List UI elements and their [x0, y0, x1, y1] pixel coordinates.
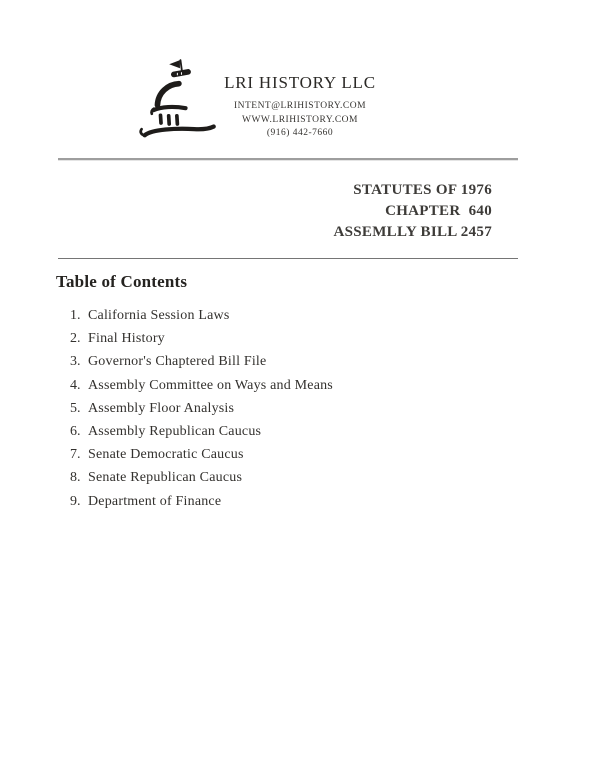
- toc-item: [70, 466, 333, 489]
- chapter-line: CHAPTER 640: [385, 203, 492, 219]
- company-website: WWW.LRIHISTORY.COM: [242, 114, 358, 125]
- toc-item: [70, 327, 333, 350]
- toc-list: [70, 304, 333, 513]
- toc-item: [70, 350, 333, 373]
- toc-item: [70, 420, 333, 443]
- statutes-line: STATUTES OF 1976: [353, 182, 492, 198]
- toc-item-number: 6.: [70, 423, 81, 439]
- letterhead-divider: [58, 158, 518, 161]
- toc-item-label: Final History: [88, 331, 165, 347]
- company-phone: (916) 442-7660: [266, 128, 334, 138]
- bill-line: ASSEMLLY BILL 2457: [333, 224, 492, 240]
- toc-item-label: Assembly Floor Analysis: [88, 400, 235, 416]
- toc-item-number: 8.: [70, 470, 81, 486]
- letterhead: [0, 73, 600, 141]
- toc-item-label: California Session Laws: [88, 308, 230, 323]
- toc-item-number: 1.: [70, 308, 81, 323]
- toc-item-label: Assembly Republican Caucus: [88, 423, 262, 439]
- toc-item: [70, 304, 333, 327]
- toc-item: [70, 490, 333, 513]
- company-email: INTENT@LRIHISTORY.COM: [233, 101, 367, 111]
- toc-item: [70, 443, 333, 466]
- toc-item-label: Senate Democratic Caucus: [88, 447, 244, 463]
- bill-header-divider: [58, 258, 518, 259]
- company-name: LRI HISTORY LLC: [224, 73, 376, 92]
- toc-item-label: Department of Finance: [88, 493, 222, 509]
- toc-title: Table of Contents: [56, 272, 188, 291]
- toc-item: [70, 397, 333, 420]
- toc-item-number: 7.: [70, 447, 81, 463]
- toc-item-label: Assembly Committee on Ways and Means: [88, 377, 333, 393]
- toc-item-label: Senate Republican Caucus: [88, 470, 243, 486]
- toc-item-number: 3.: [70, 354, 81, 370]
- toc-item-number: 4.: [70, 377, 81, 393]
- bill-header: [58, 180, 492, 243]
- toc-item-number: 2.: [70, 331, 81, 347]
- toc-item-number: 5.: [70, 400, 81, 416]
- toc-item-label: Governor's Chaptered Bill File: [88, 354, 267, 370]
- toc-item: [70, 374, 333, 397]
- toc-item-number: 9.: [70, 493, 81, 509]
